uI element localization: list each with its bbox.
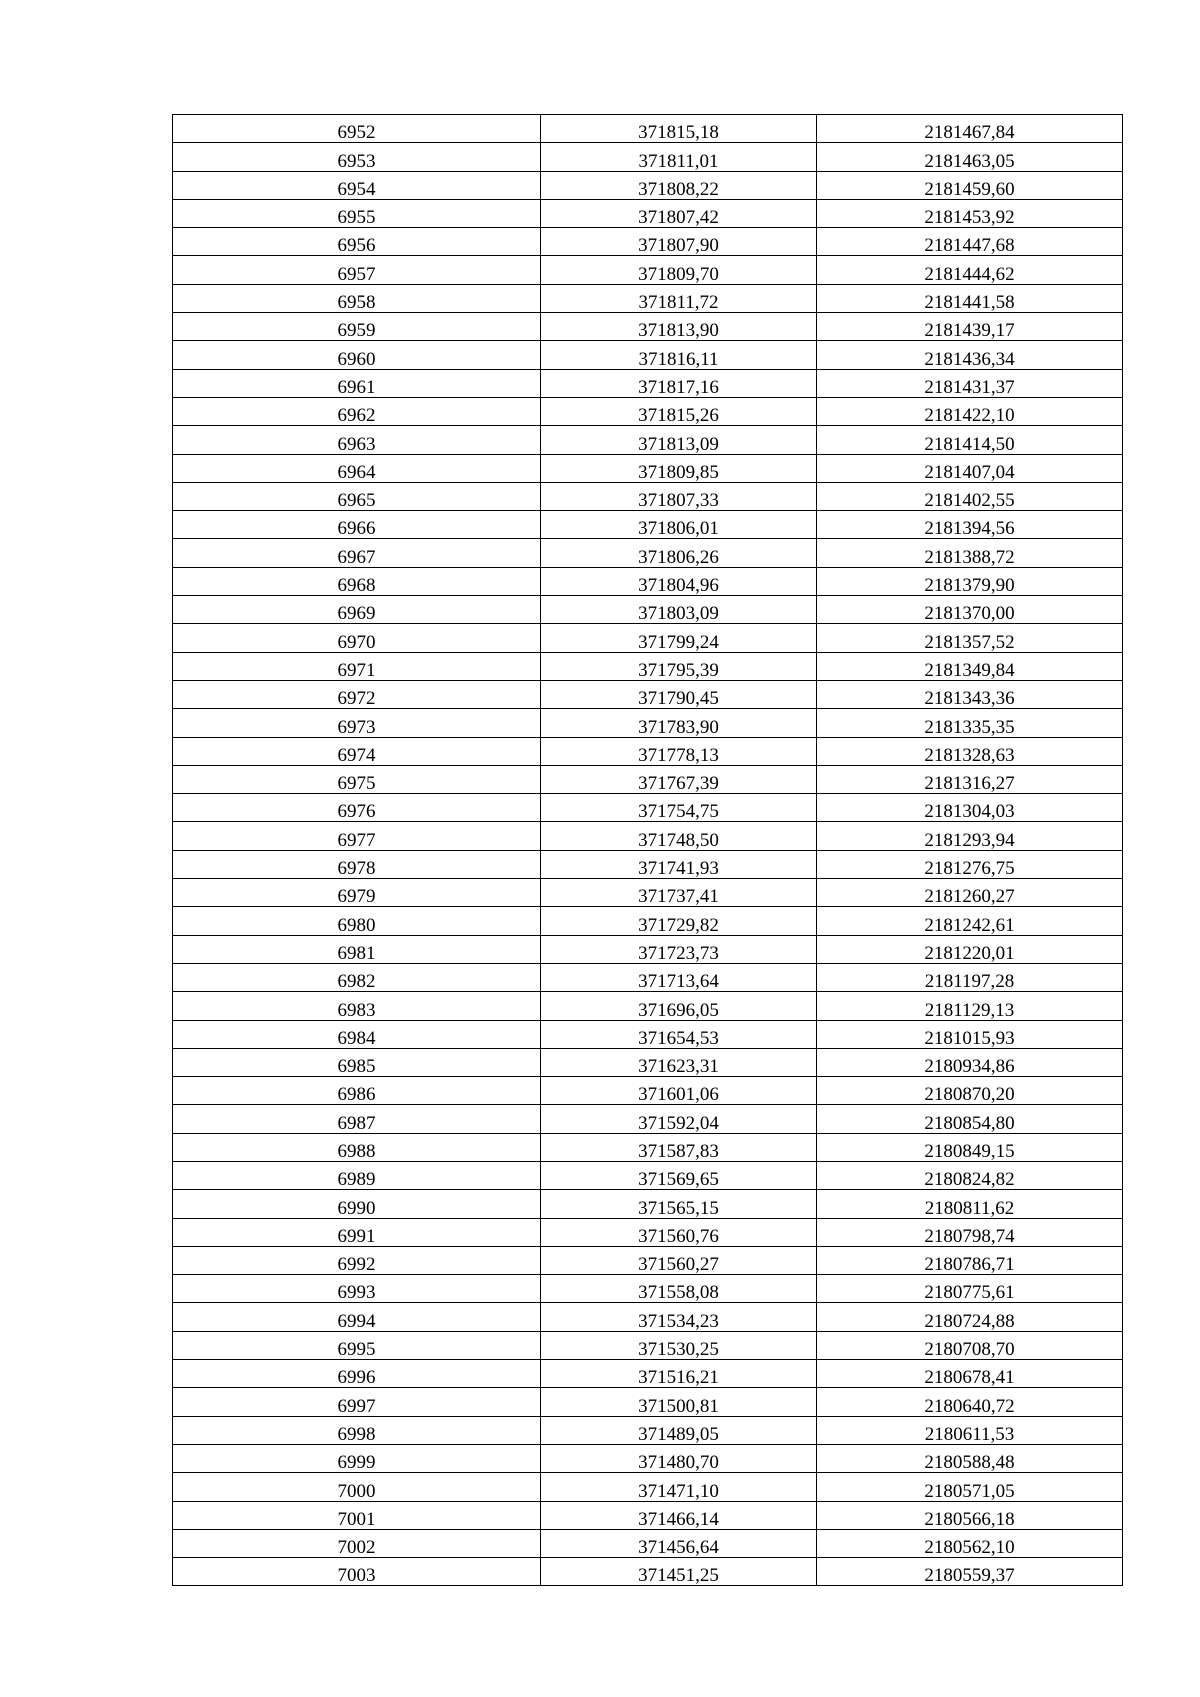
document-page <box>172 114 1122 1586</box>
point-number-cell: 7003 <box>173 1558 541 1586</box>
y-coordinate-cell: 2181453,92 <box>817 199 1123 227</box>
table-row <box>173 1558 1123 1586</box>
y-coordinate-cell: 2181388,72 <box>817 539 1123 567</box>
table-row <box>173 992 1123 1020</box>
y-coordinate-cell: 2181242,61 <box>817 907 1123 935</box>
table-row <box>173 511 1123 539</box>
y-coordinate-cell: 2181402,55 <box>817 482 1123 510</box>
x-coordinate-cell: 371471,10 <box>541 1473 817 1501</box>
point-number-cell: 6957 <box>173 256 541 284</box>
point-number-cell: 6954 <box>173 171 541 199</box>
x-coordinate-cell: 371558,08 <box>541 1275 817 1303</box>
table-row <box>173 115 1123 143</box>
x-coordinate-cell: 371807,42 <box>541 199 817 227</box>
y-coordinate-cell: 2181436,34 <box>817 341 1123 369</box>
table-row <box>173 596 1123 624</box>
point-number-cell: 6999 <box>173 1444 541 1472</box>
y-coordinate-cell: 2181129,13 <box>817 992 1123 1020</box>
point-number-cell: 6982 <box>173 963 541 991</box>
x-coordinate-cell: 371696,05 <box>541 992 817 1020</box>
point-number-cell: 7002 <box>173 1529 541 1557</box>
point-number-cell: 6981 <box>173 935 541 963</box>
y-coordinate-cell: 2180611,53 <box>817 1416 1123 1444</box>
x-coordinate-cell: 371816,11 <box>541 341 817 369</box>
table-row <box>173 1331 1123 1359</box>
table-row <box>173 1360 1123 1388</box>
y-coordinate-cell: 2181422,10 <box>817 397 1123 425</box>
y-coordinate-cell: 2181328,63 <box>817 737 1123 765</box>
x-coordinate-cell: 371803,09 <box>541 596 817 624</box>
x-coordinate-cell: 371817,16 <box>541 369 817 397</box>
y-coordinate-cell: 2181357,52 <box>817 624 1123 652</box>
point-number-cell: 6956 <box>173 228 541 256</box>
point-number-cell: 6958 <box>173 284 541 312</box>
x-coordinate-cell: 371565,15 <box>541 1190 817 1218</box>
y-coordinate-cell: 2181349,84 <box>817 652 1123 680</box>
x-coordinate-cell: 371806,26 <box>541 539 817 567</box>
y-coordinate-cell: 2181015,93 <box>817 1020 1123 1048</box>
y-coordinate-cell: 2180571,05 <box>817 1473 1123 1501</box>
point-number-cell: 6984 <box>173 1020 541 1048</box>
x-coordinate-cell: 371783,90 <box>541 709 817 737</box>
point-number-cell: 6972 <box>173 680 541 708</box>
y-coordinate-cell: 2180559,37 <box>817 1558 1123 1586</box>
table-row <box>173 1529 1123 1557</box>
table-row <box>173 1473 1123 1501</box>
y-coordinate-cell: 2181276,75 <box>817 850 1123 878</box>
table-row <box>173 1190 1123 1218</box>
y-coordinate-cell: 2180849,15 <box>817 1133 1123 1161</box>
table-row <box>173 199 1123 227</box>
point-number-cell: 6997 <box>173 1388 541 1416</box>
table-row <box>173 1416 1123 1444</box>
table-row <box>173 1275 1123 1303</box>
x-coordinate-cell: 371451,25 <box>541 1558 817 1586</box>
table-row <box>173 482 1123 510</box>
y-coordinate-cell: 2180588,48 <box>817 1444 1123 1472</box>
y-coordinate-cell: 2180566,18 <box>817 1501 1123 1529</box>
table-row <box>173 397 1123 425</box>
point-number-cell: 6980 <box>173 907 541 935</box>
y-coordinate-cell: 2180934,86 <box>817 1048 1123 1076</box>
x-coordinate-cell: 371754,75 <box>541 794 817 822</box>
x-coordinate-cell: 371569,65 <box>541 1161 817 1189</box>
x-coordinate-cell: 371811,72 <box>541 284 817 312</box>
x-coordinate-cell: 371741,93 <box>541 850 817 878</box>
point-number-cell: 6996 <box>173 1360 541 1388</box>
y-coordinate-cell: 2181343,36 <box>817 680 1123 708</box>
y-coordinate-cell: 2181431,37 <box>817 369 1123 397</box>
y-coordinate-cell: 2180798,74 <box>817 1218 1123 1246</box>
table-row <box>173 709 1123 737</box>
point-number-cell: 6977 <box>173 822 541 850</box>
point-number-cell: 6995 <box>173 1331 541 1359</box>
y-coordinate-cell: 2181316,27 <box>817 765 1123 793</box>
x-coordinate-cell: 371811,01 <box>541 143 817 171</box>
point-number-cell: 6973 <box>173 709 541 737</box>
x-coordinate-cell: 371806,01 <box>541 511 817 539</box>
y-coordinate-cell: 2180854,80 <box>817 1105 1123 1133</box>
y-coordinate-cell: 2180678,41 <box>817 1360 1123 1388</box>
y-coordinate-cell: 2181260,27 <box>817 879 1123 907</box>
table-row <box>173 850 1123 878</box>
point-number-cell: 6962 <box>173 397 541 425</box>
table-row <box>173 228 1123 256</box>
point-number-cell: 6967 <box>173 539 541 567</box>
x-coordinate-cell: 371592,04 <box>541 1105 817 1133</box>
x-coordinate-cell: 371480,70 <box>541 1444 817 1472</box>
y-coordinate-cell: 2180775,61 <box>817 1275 1123 1303</box>
table-row <box>173 143 1123 171</box>
table-row <box>173 313 1123 341</box>
x-coordinate-cell: 371808,22 <box>541 171 817 199</box>
x-coordinate-cell: 371713,64 <box>541 963 817 991</box>
y-coordinate-cell: 2180786,71 <box>817 1246 1123 1274</box>
y-coordinate-cell: 2180870,20 <box>817 1077 1123 1105</box>
point-number-cell: 6970 <box>173 624 541 652</box>
table-row <box>173 963 1123 991</box>
y-coordinate-cell: 2181394,56 <box>817 511 1123 539</box>
point-number-cell: 6987 <box>173 1105 541 1133</box>
x-coordinate-cell: 371489,05 <box>541 1416 817 1444</box>
point-number-cell: 6963 <box>173 426 541 454</box>
x-coordinate-cell: 371795,39 <box>541 652 817 680</box>
table-row <box>173 624 1123 652</box>
table-row <box>173 737 1123 765</box>
table-row <box>173 256 1123 284</box>
x-coordinate-cell: 371778,13 <box>541 737 817 765</box>
y-coordinate-cell: 2181407,04 <box>817 454 1123 482</box>
point-number-cell: 6994 <box>173 1303 541 1331</box>
point-number-cell: 6985 <box>173 1048 541 1076</box>
point-number-cell: 6955 <box>173 199 541 227</box>
x-coordinate-cell: 371790,45 <box>541 680 817 708</box>
table-row <box>173 1388 1123 1416</box>
point-number-cell: 6966 <box>173 511 541 539</box>
point-number-cell: 6979 <box>173 879 541 907</box>
y-coordinate-cell: 2181370,00 <box>817 596 1123 624</box>
point-number-cell: 6961 <box>173 369 541 397</box>
table-row <box>173 1161 1123 1189</box>
table-row <box>173 1501 1123 1529</box>
y-coordinate-cell: 2181441,58 <box>817 284 1123 312</box>
y-coordinate-cell: 2180724,88 <box>817 1303 1123 1331</box>
x-coordinate-cell: 371560,27 <box>541 1246 817 1274</box>
point-number-cell: 6959 <box>173 313 541 341</box>
x-coordinate-cell: 371516,21 <box>541 1360 817 1388</box>
x-coordinate-cell: 371748,50 <box>541 822 817 850</box>
x-coordinate-cell: 371809,85 <box>541 454 817 482</box>
point-number-cell: 6953 <box>173 143 541 171</box>
point-number-cell: 6971 <box>173 652 541 680</box>
x-coordinate-cell: 371560,76 <box>541 1218 817 1246</box>
point-number-cell: 6960 <box>173 341 541 369</box>
table-row <box>173 1133 1123 1161</box>
y-coordinate-cell: 2180708,70 <box>817 1331 1123 1359</box>
coordinates-table <box>172 114 1123 1586</box>
y-coordinate-cell: 2181444,62 <box>817 256 1123 284</box>
x-coordinate-cell: 371601,06 <box>541 1077 817 1105</box>
table-row <box>173 1444 1123 1472</box>
y-coordinate-cell: 2181220,01 <box>817 935 1123 963</box>
table-row <box>173 1077 1123 1105</box>
table-row <box>173 1246 1123 1274</box>
y-coordinate-cell: 2180640,72 <box>817 1388 1123 1416</box>
y-coordinate-cell: 2181304,03 <box>817 794 1123 822</box>
y-coordinate-cell: 2180562,10 <box>817 1529 1123 1557</box>
table-row <box>173 794 1123 822</box>
point-number-cell: 6988 <box>173 1133 541 1161</box>
table-row <box>173 935 1123 963</box>
x-coordinate-cell: 371534,23 <box>541 1303 817 1331</box>
x-coordinate-cell: 371804,96 <box>541 567 817 595</box>
coordinates-table-body <box>173 115 1123 1586</box>
y-coordinate-cell: 2181335,35 <box>817 709 1123 737</box>
point-number-cell: 6965 <box>173 482 541 510</box>
point-number-cell: 7000 <box>173 1473 541 1501</box>
point-number-cell: 6974 <box>173 737 541 765</box>
table-row <box>173 369 1123 397</box>
point-number-cell: 6952 <box>173 115 541 143</box>
y-coordinate-cell: 2181467,84 <box>817 115 1123 143</box>
point-number-cell: 7001 <box>173 1501 541 1529</box>
x-coordinate-cell: 371799,24 <box>541 624 817 652</box>
table-row <box>173 1303 1123 1331</box>
x-coordinate-cell: 371456,64 <box>541 1529 817 1557</box>
x-coordinate-cell: 371466,14 <box>541 1501 817 1529</box>
x-coordinate-cell: 371815,26 <box>541 397 817 425</box>
point-number-cell: 6975 <box>173 765 541 793</box>
y-coordinate-cell: 2180811,62 <box>817 1190 1123 1218</box>
point-number-cell: 6990 <box>173 1190 541 1218</box>
table-row <box>173 907 1123 935</box>
point-number-cell: 6998 <box>173 1416 541 1444</box>
x-coordinate-cell: 371815,18 <box>541 115 817 143</box>
y-coordinate-cell: 2181439,17 <box>817 313 1123 341</box>
table-row <box>173 765 1123 793</box>
x-coordinate-cell: 371654,53 <box>541 1020 817 1048</box>
point-number-cell: 6976 <box>173 794 541 822</box>
table-row <box>173 171 1123 199</box>
table-row <box>173 426 1123 454</box>
table-row <box>173 454 1123 482</box>
x-coordinate-cell: 371723,73 <box>541 935 817 963</box>
x-coordinate-cell: 371587,83 <box>541 1133 817 1161</box>
x-coordinate-cell: 371500,81 <box>541 1388 817 1416</box>
point-number-cell: 6993 <box>173 1275 541 1303</box>
y-coordinate-cell: 2180824,82 <box>817 1161 1123 1189</box>
y-coordinate-cell: 2181293,94 <box>817 822 1123 850</box>
table-row <box>173 567 1123 595</box>
x-coordinate-cell: 371767,39 <box>541 765 817 793</box>
x-coordinate-cell: 371807,90 <box>541 228 817 256</box>
table-row <box>173 1048 1123 1076</box>
y-coordinate-cell: 2181447,68 <box>817 228 1123 256</box>
table-row <box>173 680 1123 708</box>
x-coordinate-cell: 371813,09 <box>541 426 817 454</box>
point-number-cell: 6978 <box>173 850 541 878</box>
table-row <box>173 539 1123 567</box>
point-number-cell: 6991 <box>173 1218 541 1246</box>
y-coordinate-cell: 2181459,60 <box>817 171 1123 199</box>
y-coordinate-cell: 2181463,05 <box>817 143 1123 171</box>
x-coordinate-cell: 371809,70 <box>541 256 817 284</box>
point-number-cell: 6969 <box>173 596 541 624</box>
y-coordinate-cell: 2181414,50 <box>817 426 1123 454</box>
x-coordinate-cell: 371737,41 <box>541 879 817 907</box>
point-number-cell: 6964 <box>173 454 541 482</box>
table-row <box>173 341 1123 369</box>
point-number-cell: 6989 <box>173 1161 541 1189</box>
point-number-cell: 6983 <box>173 992 541 1020</box>
table-row <box>173 1218 1123 1246</box>
x-coordinate-cell: 371623,31 <box>541 1048 817 1076</box>
point-number-cell: 6968 <box>173 567 541 595</box>
x-coordinate-cell: 371729,82 <box>541 907 817 935</box>
table-row <box>173 1020 1123 1048</box>
table-row <box>173 879 1123 907</box>
y-coordinate-cell: 2181379,90 <box>817 567 1123 595</box>
table-row <box>173 652 1123 680</box>
point-number-cell: 6986 <box>173 1077 541 1105</box>
point-number-cell: 6992 <box>173 1246 541 1274</box>
table-row <box>173 1105 1123 1133</box>
y-coordinate-cell: 2181197,28 <box>817 963 1123 991</box>
x-coordinate-cell: 371807,33 <box>541 482 817 510</box>
x-coordinate-cell: 371813,90 <box>541 313 817 341</box>
x-coordinate-cell: 371530,25 <box>541 1331 817 1359</box>
table-row <box>173 822 1123 850</box>
table-row <box>173 284 1123 312</box>
